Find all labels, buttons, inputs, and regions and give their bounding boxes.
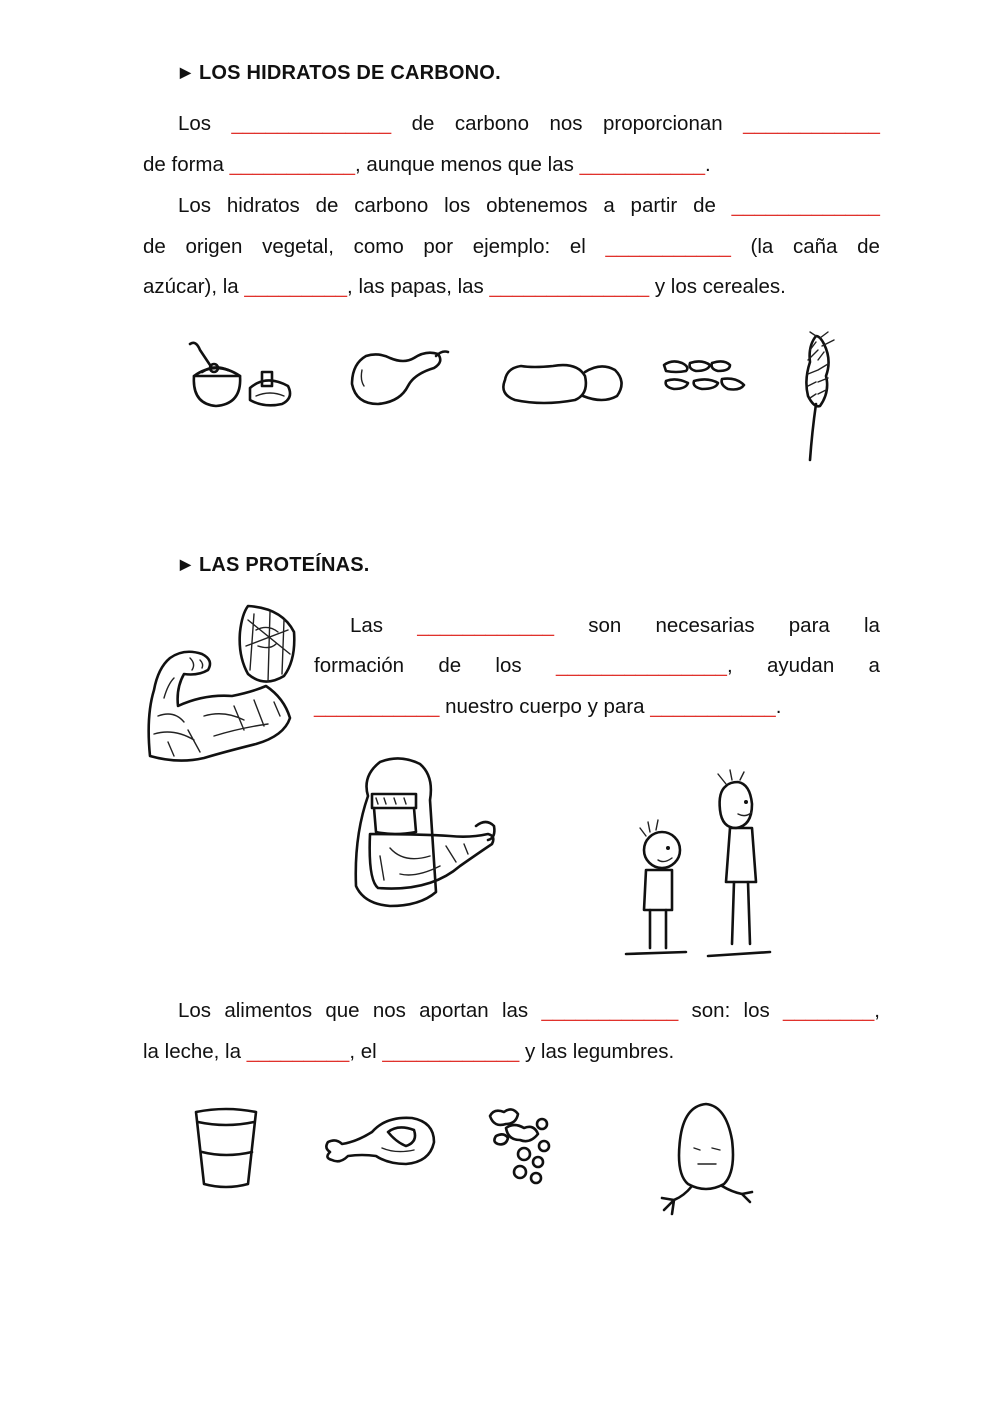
word: (la [750,235,774,258]
fill-blank[interactable]: ___________ [314,695,440,718]
text: . [704,153,711,176]
word: son [588,614,622,637]
paragraph-line [178,114,880,135]
triangle-bullet-icon: ▶ [180,556,191,572]
text: , las papas, las [347,275,484,298]
flexing-arm-drawing [144,606,296,768]
word: Los [178,999,212,1022]
word: como [353,235,404,258]
word: la [863,614,880,637]
word: el [569,235,586,258]
paragraph-line [178,1001,880,1022]
word: de [438,654,462,677]
text: y los cereales. [654,275,786,298]
word: necesarias [655,614,755,637]
word: a [868,654,880,677]
word: los [495,654,522,677]
word: que [325,999,360,1022]
sugar-bowl-drawing [186,338,298,410]
text: . [775,695,782,718]
pear-drawing [348,346,452,410]
egg-character-drawing [654,1100,758,1220]
fill-blank[interactable]: _____________ [731,194,880,217]
word: carbono [354,194,429,217]
fill-blank[interactable]: ___________ [229,153,356,176]
fill-blank[interactable]: ______________ [231,112,392,135]
word: Las [350,614,384,637]
paragraph-line [314,656,880,677]
word: por [423,235,454,258]
word: de [411,112,435,135]
word: vegetal, [262,235,334,258]
word: los [743,999,770,1022]
word: ayudan [766,654,835,677]
paragraph-line [143,237,880,258]
text: , el [349,1040,377,1063]
heading-text: LOS HIDRATOS DE CARBONO. [198,62,501,84]
section-heading-proteins [180,554,370,577]
heading-text: LAS PROTEÍNAS. [198,554,370,576]
text: la leche, la [143,1040,242,1063]
fill-blank[interactable]: ____________ [417,614,555,637]
word: partir [630,194,678,217]
word: caña [793,235,838,258]
fill-blank[interactable]: ______________ [489,275,650,298]
legumes-drawing [484,1106,556,1186]
word: nos [372,999,406,1022]
triangle-bullet-icon: ▶ [180,64,191,80]
paragraph-line [143,1042,674,1063]
fill-blank[interactable]: ____________ [541,999,679,1022]
word: proporcionan [603,112,723,135]
beans-drawing [660,357,748,395]
text: azúcar), la [143,275,239,298]
word: a [603,194,615,217]
word: Los [178,194,212,217]
word: aportan [419,999,489,1022]
paragraph-line [143,277,786,298]
word: los [444,194,471,217]
text: y las legumbres. [524,1040,675,1063]
fill-blank[interactable]: _________ [246,1040,350,1063]
word: de [693,194,716,217]
text: nuestro cuerpo y para [445,695,645,718]
potatoes-drawing [497,360,627,406]
word: obtenemos [486,194,588,217]
word: hidratos [226,194,300,217]
fill-blank[interactable]: ___________ [650,695,776,718]
word: son: [691,999,731,1022]
word: carbono [454,112,529,135]
arm-cast-drawing [350,756,500,910]
paragraph-line [314,697,781,718]
paragraph-line [178,196,880,217]
word: formación [314,654,405,677]
wheat-ear-drawing [794,332,842,464]
fill-blank[interactable]: ____________ [743,112,880,135]
word: las [501,999,529,1022]
fill-blank[interactable]: ________ [783,999,875,1022]
word: origen [185,235,243,258]
fill-blank[interactable]: _________ [244,275,348,298]
word: , [874,999,880,1022]
child-and-adult-drawing [622,770,772,962]
paragraph-line [350,616,880,637]
word: de [857,235,880,258]
fill-blank[interactable]: ___________ [579,153,705,176]
word: de [315,194,339,217]
word: alimentos [224,999,313,1022]
word: nos [549,112,583,135]
fill-blank[interactable]: ____________ [382,1040,520,1063]
word: ejemplo: [472,235,551,258]
word: Los [178,112,212,135]
word: para [788,614,830,637]
fill-blank[interactable]: ___________ [605,235,731,258]
word: de [143,235,166,258]
chicken-leg-drawing [322,1112,438,1174]
text: de forma [143,153,224,176]
section-heading-carbohydrates [180,62,501,85]
paragraph-line [143,155,711,176]
fill-blank[interactable]: _______________ [555,654,727,677]
text: , aunque menos que las [355,153,574,176]
glass-of-milk-drawing [192,1106,262,1192]
word: , [726,654,733,677]
